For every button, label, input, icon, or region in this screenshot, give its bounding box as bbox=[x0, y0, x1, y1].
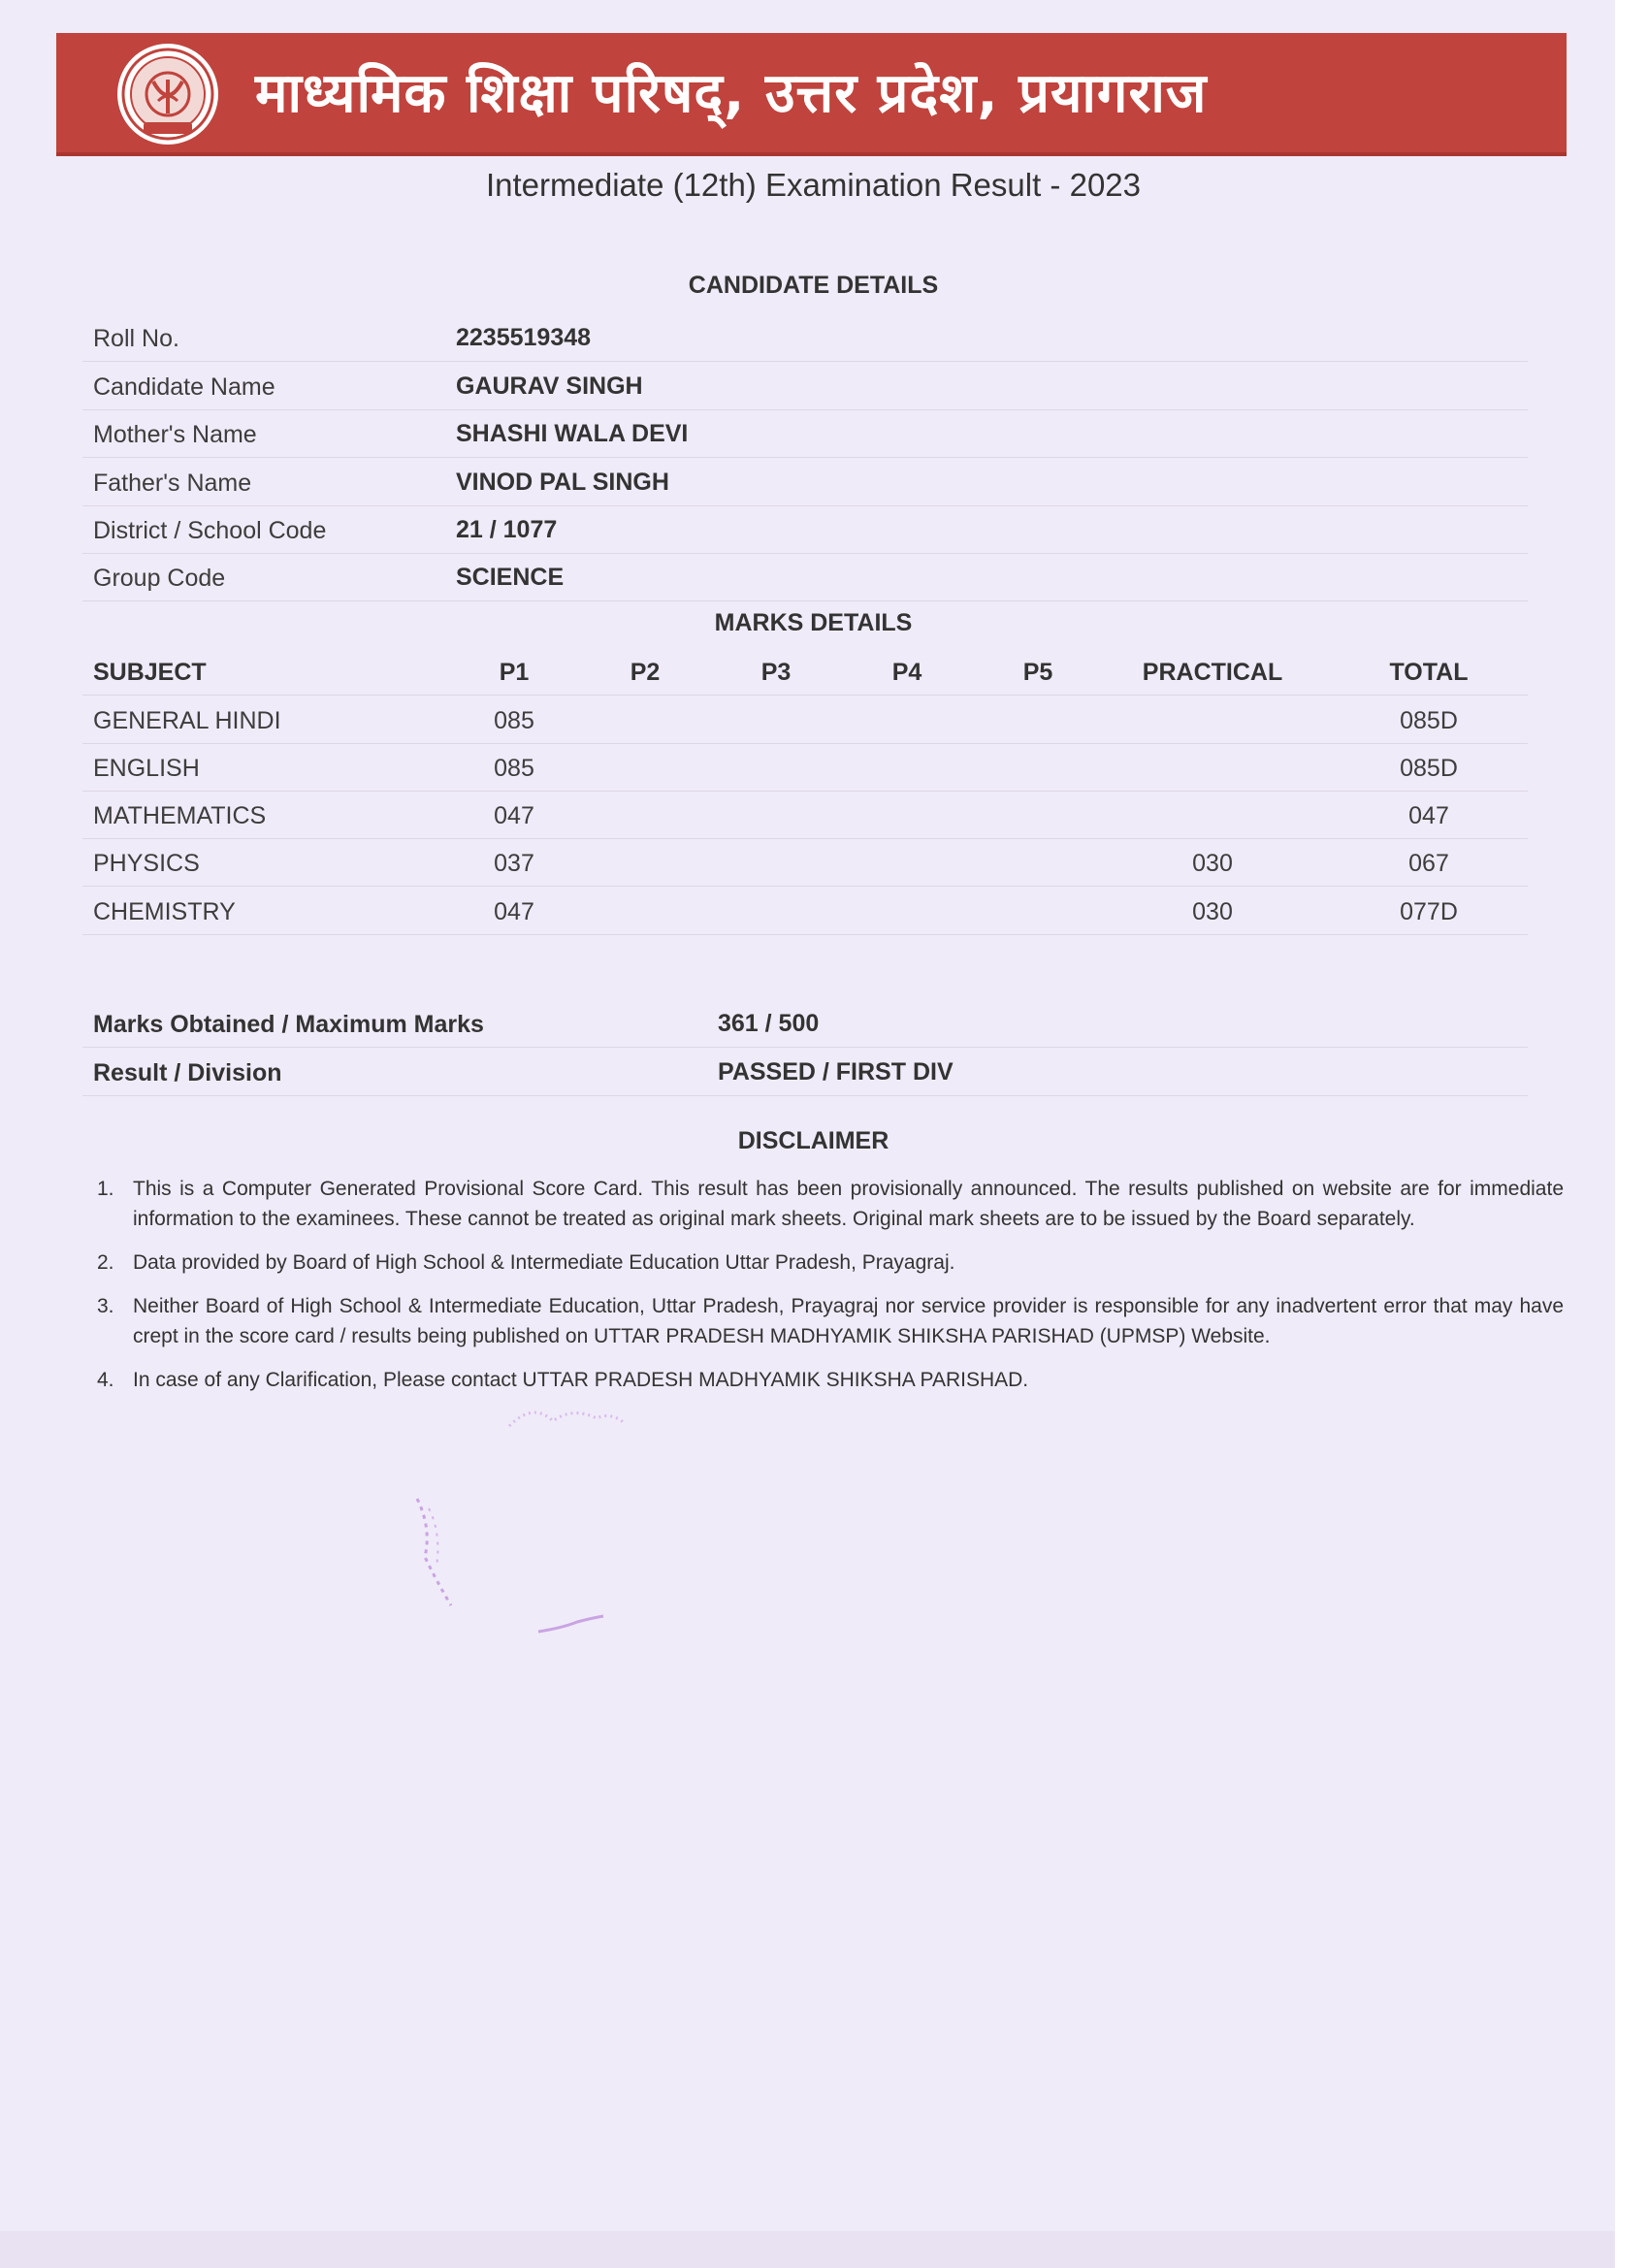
result-value: PASSED / FIRST DIV bbox=[718, 1058, 954, 1085]
table-row bbox=[82, 887, 1528, 935]
candidate-value: VINOD PAL SINGH bbox=[456, 469, 669, 496]
header-band bbox=[56, 33, 1567, 156]
marks-details-heading: MARKS DETAILS bbox=[714, 609, 913, 636]
disclaimer-text: This is a Computer Generated Provisional Score Card. This result has been provisionally announced. The results published on website are for immediate information to the examinees. These cannot be treated as original mark sheets. Original mark sheets are to be issued by the Board separately. bbox=[133, 1178, 1564, 1230]
column-header: P5 bbox=[1022, 659, 1053, 686]
marks-header-row bbox=[82, 647, 1528, 696]
disclaimer-text: Data provided by Board of High School & Intermediate Education Uttar Pradesh, Prayagraj. bbox=[133, 1251, 955, 1274]
subject-cell: GENERAL HINDI bbox=[93, 707, 281, 734]
marks-obtained-value: 361 / 500 bbox=[718, 1010, 820, 1037]
table-row bbox=[82, 838, 1528, 887]
subject-cell: CHEMISTRY bbox=[93, 898, 236, 925]
practical-cell: 030 bbox=[1192, 898, 1233, 925]
candidate-value: 21 / 1077 bbox=[456, 516, 558, 543]
disclaimer-text: Neither Board of High School & Intermediate Education, Uttar Pradesh, Prayagraj nor service provider is responsible for any inadvertent error that may have crept in the score card / results being published on UTTAR PRADESH MADHYAMIK SHIKSHA PARISHAD (UPMSP) Website. bbox=[133, 1295, 1564, 1347]
disclaimer-item bbox=[97, 1365, 1564, 1395]
total-cell: 047 bbox=[1408, 802, 1449, 829]
table-row bbox=[82, 743, 1528, 792]
candidate-value: SCIENCE bbox=[456, 564, 565, 591]
subject-cell: MATHEMATICS bbox=[93, 802, 267, 829]
candidate-value: SHASHI WALA DEVI bbox=[456, 420, 689, 447]
total-cell: 077D bbox=[1400, 898, 1458, 925]
disclaimer-item bbox=[97, 1174, 1564, 1234]
column-header: P1 bbox=[499, 659, 530, 686]
table-row bbox=[82, 791, 1528, 839]
disclaimer-number: 2. bbox=[97, 1251, 114, 1274]
p1-cell: 047 bbox=[494, 898, 534, 925]
marks-summary-row bbox=[82, 999, 1528, 1048]
total-cell: 067 bbox=[1408, 850, 1449, 877]
disclaimer-number: 1. bbox=[97, 1178, 114, 1200]
candidate-label: District / School Code bbox=[93, 517, 327, 544]
disclaimer-heading: DISCLAIMER bbox=[737, 1127, 889, 1154]
candidate-value: 2235519348 bbox=[456, 324, 592, 351]
candidate-value: GAURAV SINGH bbox=[456, 373, 643, 400]
ink-signature-mark bbox=[534, 1610, 611, 1639]
subject-cell: ENGLISH bbox=[93, 755, 200, 782]
practical-cell: 030 bbox=[1192, 850, 1233, 877]
p1-cell: 085 bbox=[494, 707, 534, 734]
exam-title: Intermediate (12th) Examination Result - 2023 bbox=[485, 167, 1142, 203]
board-seal-icon bbox=[114, 41, 221, 147]
disclaimer-item bbox=[97, 1291, 1564, 1351]
column-header: P4 bbox=[891, 659, 922, 686]
result-row bbox=[82, 1048, 1528, 1096]
table-row bbox=[82, 696, 1528, 744]
column-header: P3 bbox=[760, 659, 792, 686]
candidate-row-father bbox=[82, 458, 1528, 506]
disclaimer-list bbox=[97, 1174, 1564, 1409]
candidate-label: Candidate Name bbox=[93, 373, 275, 401]
p1-cell: 037 bbox=[494, 850, 534, 877]
ink-stamp-mark bbox=[407, 1489, 485, 1615]
disclaimer-number: 4. bbox=[97, 1369, 114, 1391]
column-header: SUBJECT bbox=[93, 659, 207, 686]
result-label: Result / Division bbox=[93, 1059, 282, 1086]
p1-cell: 047 bbox=[494, 802, 534, 829]
candidate-row-group bbox=[82, 553, 1528, 601]
subject-cell: PHYSICS bbox=[93, 850, 200, 877]
candidate-label: Father's Name bbox=[93, 470, 252, 497]
candidate-row-mother bbox=[82, 409, 1528, 458]
candidate-row-name bbox=[82, 362, 1528, 410]
candidate-label: Group Code bbox=[93, 565, 226, 592]
candidate-row-roll bbox=[82, 313, 1528, 362]
disclaimer-text: In case of any Clarification, Please contact UTTAR PRADESH MADHYAMIK SHIKSHA PARISHAD. bbox=[133, 1369, 1029, 1391]
candidate-row-district bbox=[82, 505, 1528, 554]
column-header: PRACTICAL bbox=[1142, 659, 1283, 686]
total-cell: 085D bbox=[1400, 755, 1458, 782]
column-header: TOTAL bbox=[1389, 659, 1469, 686]
candidate-details-heading: CANDIDATE DETAILS bbox=[688, 272, 939, 299]
p1-cell: 085 bbox=[494, 755, 534, 782]
marks-obtained-label: Marks Obtained / Maximum Marks bbox=[93, 1011, 484, 1038]
total-cell: 085D bbox=[1400, 707, 1458, 734]
candidate-label: Roll No. bbox=[93, 325, 179, 352]
board-title: माध्यमिक शिक्षा परिषद्, उत्तर प्रदेश, प्रयागराज bbox=[255, 62, 1208, 125]
candidate-label: Mother's Name bbox=[93, 421, 257, 448]
disclaimer-number: 3. bbox=[97, 1295, 114, 1317]
column-header: P2 bbox=[630, 659, 661, 686]
disclaimer-item bbox=[97, 1247, 1564, 1278]
ink-smudge-mark bbox=[504, 1397, 630, 1436]
